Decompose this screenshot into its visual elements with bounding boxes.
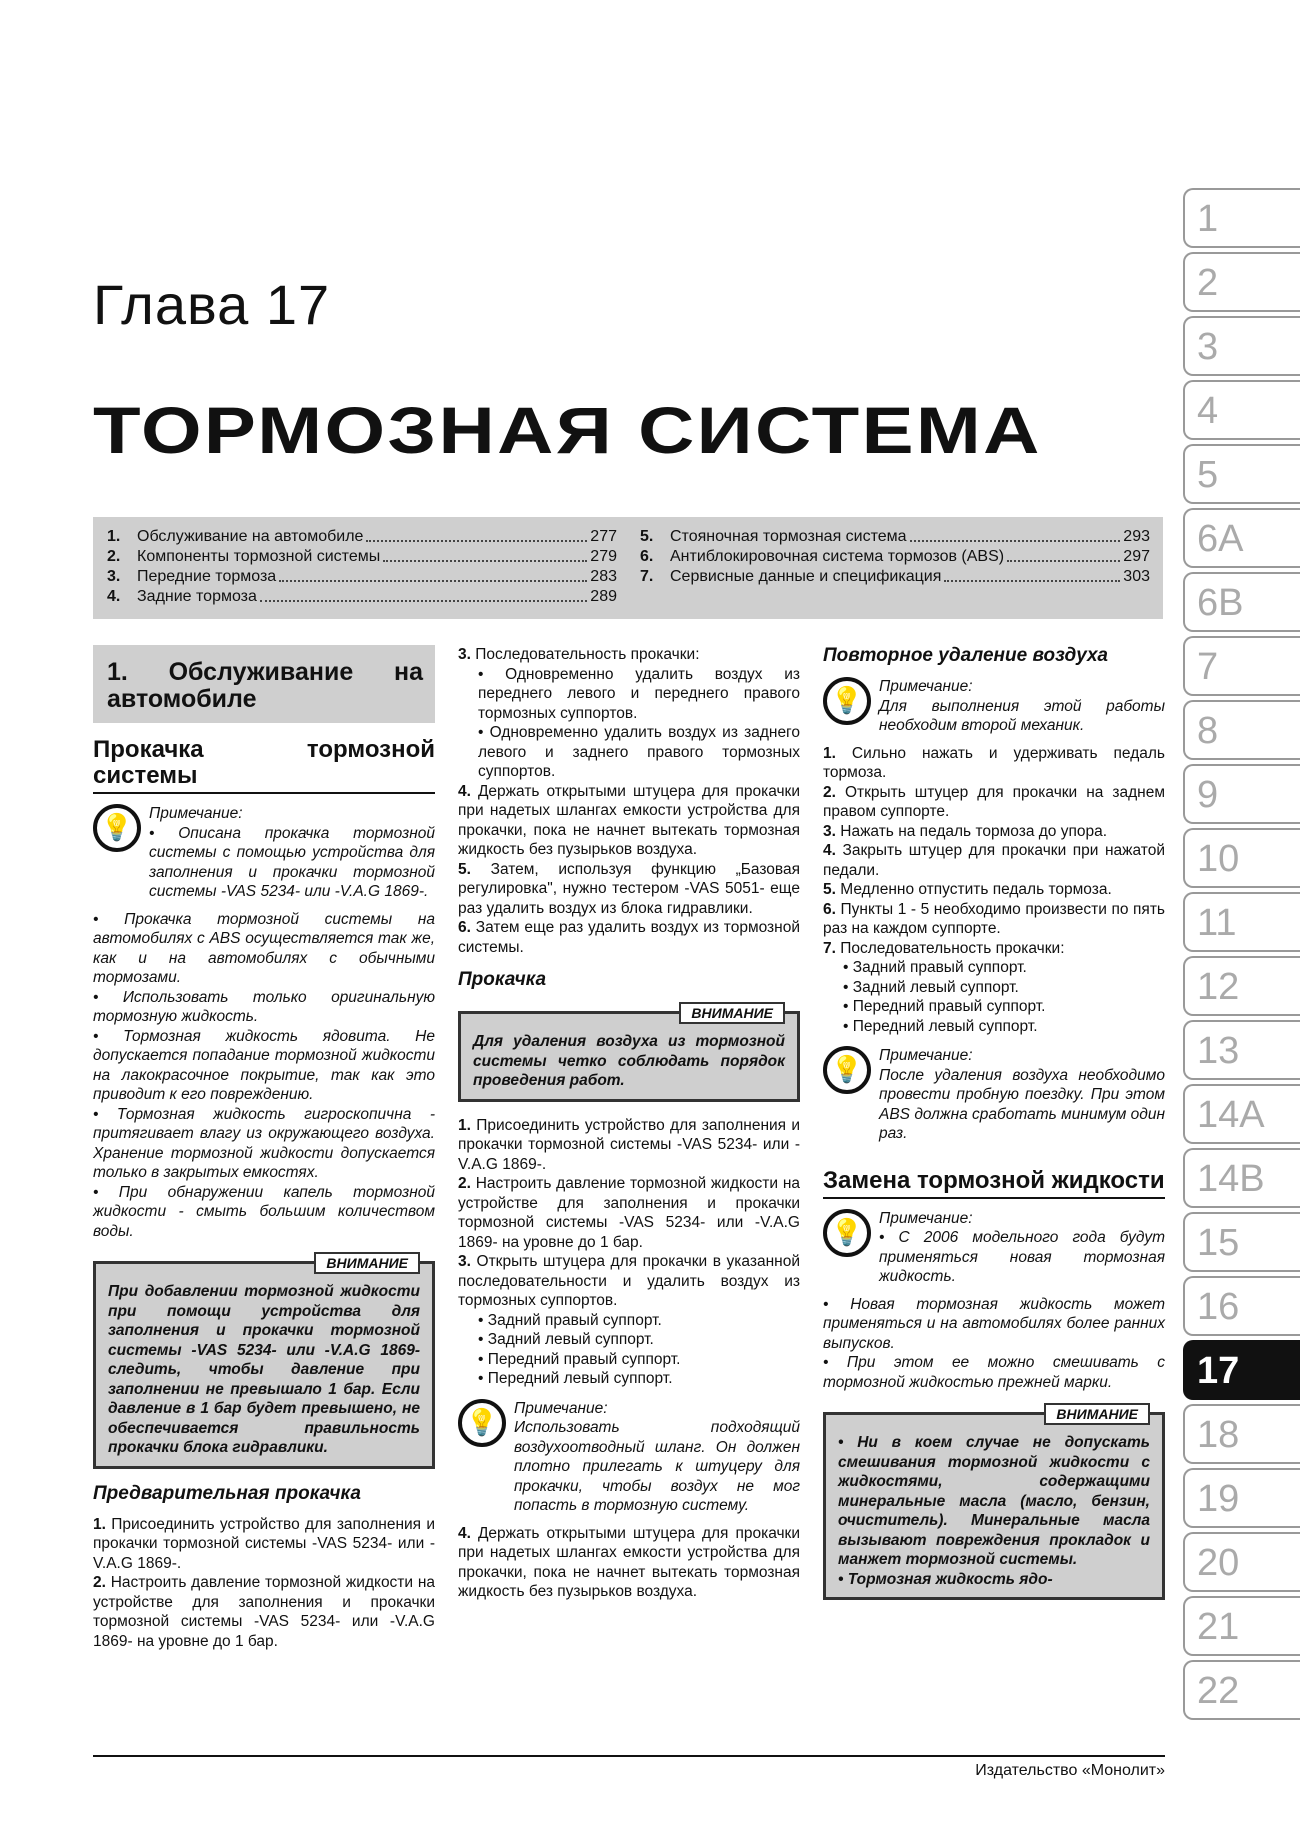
chapter-tab-16[interactable]: 16 bbox=[1183, 1276, 1300, 1336]
step-number: 1. bbox=[823, 744, 836, 762]
step-number: 2. bbox=[93, 1574, 106, 1591]
step-text: Настроить давление тормозной жидкости на устройстве для заполнения и прокачки тормозной системы -VAS 5234- или -V.A.G 1869- на уровне до 1 бар. bbox=[458, 1175, 800, 1251]
chapter-tab-13[interactable]: 13 bbox=[1183, 1020, 1300, 1080]
note-paragraph: • Использовать только оригинальную тормозную жидкость. bbox=[93, 988, 435, 1025]
toc-label: Компоненты тормозной системы bbox=[137, 548, 381, 565]
chapter-tab-21[interactable]: 21 bbox=[1183, 1596, 1300, 1656]
toc-entry[interactable] bbox=[107, 527, 617, 547]
note-text: Использовать подходящий воздухоотводный шланг. Он должен плотно прилегать к штуцеру для прокачки, чтобы воздух не мог попасть в тормозную систему. bbox=[514, 1419, 800, 1514]
step-number: 4. bbox=[458, 782, 471, 800]
toc-entry[interactable] bbox=[640, 527, 1150, 547]
bullet-item: • Одновременно удалить воздух из заднего левого и заднего правого тормозных суппортов. bbox=[478, 724, 800, 780]
column-3 bbox=[823, 645, 1165, 1614]
step-number: 2. bbox=[458, 1175, 471, 1192]
publisher-footer: Издательство «Монолит» bbox=[975, 1762, 1165, 1779]
column-2 bbox=[458, 645, 800, 1602]
toc-number: 7. bbox=[640, 568, 654, 585]
chapter-tab-15[interactable]: 15 bbox=[1183, 1212, 1300, 1272]
column-1 bbox=[93, 645, 435, 1651]
chapter-tab-17[interactable]: 17 bbox=[1183, 1340, 1300, 1400]
chapter-tab-3[interactable]: 3 bbox=[1183, 316, 1300, 376]
toc-entry[interactable] bbox=[107, 567, 617, 587]
note-paragraph: • Новая тормозная жидкость может применяться и на автомобилях более ранних выпусков. bbox=[823, 1295, 1165, 1352]
step-item bbox=[458, 860, 800, 919]
step-number: 6. bbox=[458, 919, 471, 936]
chapter-tab-2[interactable]: 2 bbox=[1183, 252, 1300, 312]
toc-leader bbox=[383, 547, 587, 562]
section-title: 1. Обслуживание на автомобиле bbox=[93, 645, 435, 723]
step-number: 3. bbox=[458, 646, 471, 663]
toc-label: Передние тормоза bbox=[137, 568, 277, 585]
chapter-tab-7[interactable]: 7 bbox=[1183, 636, 1300, 696]
warning-text: Для удаления воздуха из тормозной системы четко соблюдать порядок проведения работ. bbox=[473, 1033, 785, 1089]
note-paragraph: • При обнаружении капель тормозной жидкости - смыть большим количеством воды. bbox=[93, 1183, 435, 1240]
warning-tag: ВНИМАНИЕ bbox=[1044, 1403, 1150, 1425]
chapter-tab-5[interactable]: 5 bbox=[1183, 444, 1300, 504]
step-text: Сильно нажать и удерживать педаль тормоза. bbox=[823, 744, 1165, 781]
heading-bleeding: Прокачка тормозной системы bbox=[93, 737, 435, 794]
step-number: 5. bbox=[458, 860, 471, 878]
note-paragraph: • Тормозная жидкость гигроскопична - притягивает влагу из окружающего воздуха. Хранение тормозной жидкости допускается только в закрытых емкостях. bbox=[93, 1105, 435, 1181]
toc-left bbox=[107, 527, 617, 607]
bullet-item: • Передний левый суппорт. bbox=[478, 1370, 673, 1387]
bullet-item: • Одновременно удалить воздух из переднего левого и переднего правого тормозных суппортов. bbox=[478, 665, 800, 722]
toc-entry[interactable] bbox=[107, 587, 617, 607]
toc-page: 277 bbox=[590, 528, 617, 545]
chapter-tab-6a[interactable]: 6A bbox=[1183, 508, 1300, 568]
note-label: Примечание: bbox=[879, 1209, 973, 1227]
step-number: 2. bbox=[823, 783, 836, 801]
warning-text: При добавлении тормозной жидкости при помощи устройства для заполнения и прокачки тормозной системы -VAS 5234- или -V.A.G 1869- следить, чтобы давление при заполнении не превышало 1 бар. Если давление в 1 бар будет превышено, не обеспечивается правильность прокачки блока гидравлики. bbox=[108, 1283, 420, 1456]
step-text: Пункты 1 - 5 необходимо произвести по пять раз на каждом суппорте. bbox=[823, 900, 1165, 937]
warning-box bbox=[823, 1406, 1165, 1600]
step-text: Последовательность прокачки: bbox=[840, 939, 1065, 957]
chapter-tab-11[interactable]: 11 bbox=[1183, 892, 1300, 952]
chapter-tab-6b[interactable]: 6B bbox=[1183, 572, 1300, 632]
toc-leader bbox=[1007, 547, 1120, 562]
toc-entry[interactable] bbox=[640, 567, 1150, 587]
lightbulb-icon: 💡 bbox=[823, 677, 871, 725]
step-text: Последовательность прокачки: bbox=[475, 646, 700, 663]
step-item bbox=[93, 1515, 435, 1574]
step-item bbox=[823, 939, 1165, 959]
chapter-tab-12[interactable]: 12 bbox=[1183, 956, 1300, 1016]
warning-box bbox=[458, 1005, 800, 1102]
toc-leader bbox=[910, 527, 1121, 542]
step-text: Открыть штуцер для прокачки на заднем правом суппорте. bbox=[823, 783, 1165, 820]
note-text: Для выполнения этой работы необходим второй механик. bbox=[879, 697, 1165, 734]
toc-leader bbox=[366, 527, 587, 542]
bullet-item: • Задний правый суппорт. bbox=[843, 959, 1027, 976]
toc-leader bbox=[260, 587, 587, 602]
lightbulb-icon: 💡 bbox=[93, 804, 141, 852]
chapter-tab-4[interactable]: 4 bbox=[1183, 380, 1300, 440]
warning-tag: ВНИМАНИЕ bbox=[679, 1002, 785, 1024]
bullet-item: • Задний левый суппорт. bbox=[843, 978, 1019, 996]
step-item bbox=[458, 645, 800, 665]
lightbulb-icon: 💡 bbox=[823, 1046, 871, 1094]
note-label: Примечание: bbox=[879, 1047, 973, 1064]
step-text: Нажать на педаль тормоза до упора. bbox=[840, 822, 1108, 840]
chapter-tab-8[interactable]: 8 bbox=[1183, 700, 1300, 760]
step-item bbox=[458, 1116, 800, 1175]
note-block bbox=[823, 1046, 1165, 1144]
toc-page: 283 bbox=[590, 568, 617, 585]
step-item bbox=[823, 744, 1165, 783]
step-text: Присоединить устройство для заполнения и прокачки тормозной системы -VAS 5234- или -V.A.G 1869-. bbox=[458, 1116, 801, 1173]
table-of-contents bbox=[93, 517, 1163, 619]
toc-entry[interactable] bbox=[107, 547, 617, 567]
toc-number: 2. bbox=[107, 548, 121, 565]
step-text: Медленно отпустить педаль тормоза. bbox=[840, 881, 1112, 898]
step-number: 4. bbox=[823, 842, 836, 859]
step-item bbox=[823, 900, 1165, 939]
toc-page: 293 bbox=[1123, 528, 1150, 545]
warning-text: • Тормозная жидкость ядо- bbox=[838, 1570, 1053, 1588]
chapter-tab-1[interactable]: 1 bbox=[1183, 188, 1300, 248]
step-text: Затем, используя функцию „Базовая регулировка", нужно тестером -VAS 5051- еще раз удалить воздух из блока гидравлики. bbox=[458, 860, 800, 917]
chapter-tab-19[interactable]: 19 bbox=[1183, 1468, 1300, 1528]
note-text: • С 2006 модельного года будут применяться новая тормозная жидкость. bbox=[879, 1229, 1165, 1285]
toc-entry[interactable] bbox=[640, 547, 1150, 567]
subheading-pre-bleeding: Предварительная прокачка bbox=[93, 1482, 361, 1504]
step-number: 1. bbox=[458, 1116, 471, 1134]
heading-fluid-replacement: Замена тормозной жидкости bbox=[823, 1168, 1165, 1199]
toc-label: Обслуживание на автомобиле bbox=[137, 528, 364, 545]
toc-number: 1. bbox=[107, 528, 121, 545]
chapter-tab-20[interactable]: 20 bbox=[1183, 1532, 1300, 1592]
step-text: Затем еще раз удалить воздух из тормозной системы. bbox=[458, 919, 800, 956]
chapter-label: Глава 17 bbox=[93, 273, 331, 336]
step-text: Присоединить устройство для заполнения и прокачки тормозной системы -VAS 5234- или -V.A.G 1869-. bbox=[93, 1515, 436, 1572]
lightbulb-icon: 💡 bbox=[823, 1209, 871, 1257]
step-item: 4. Держать открытыми штуцера для прокачки при надетых шлангах емкости устройства для прокачки, пока не начнет вытекать тормозная жидкость без пузырьков воздуха. bbox=[458, 1524, 800, 1600]
toc-number: 4. bbox=[107, 588, 121, 605]
chapter-tab-14a[interactable]: 14A bbox=[1183, 1084, 1300, 1144]
footer-divider bbox=[93, 1755, 1165, 1757]
toc-page: 297 bbox=[1123, 548, 1150, 565]
note-paragraph: • Прокачка тормозной системы на автомобилях с ABS осуществляется так же, как и на автомобилях с обычными тормозами. bbox=[93, 910, 435, 986]
step-number: 5. bbox=[823, 881, 836, 898]
toc-leader bbox=[944, 567, 1120, 582]
toc-page: 289 bbox=[590, 588, 617, 605]
warning-text: • Ни в коем случае не допускать смешивания тормозной жидкости с жидкостями, содержащими минеральные масла (масло, бензин, очиститель). Минеральные масла вызывают повреждения прокладок и манжет тормозной системы. bbox=[838, 1434, 1150, 1568]
toc-number: 6. bbox=[640, 548, 654, 565]
page-title: ТОРМОЗНАЯ СИСТЕМА bbox=[93, 393, 1042, 467]
step-text: Открыть штуцера для прокачки в указанной последовательности и удалить воздух из тормозных суппортов. bbox=[458, 1253, 800, 1309]
toc-label: Антиблокировочная система тормозов (ABS) bbox=[670, 548, 1005, 565]
toc-label: Сервисные данные и спецификация bbox=[670, 568, 942, 585]
step-item bbox=[823, 880, 1165, 900]
note-label: Примечание: bbox=[514, 1399, 608, 1417]
step-item bbox=[458, 1252, 800, 1311]
bullet-item: • Передний правый суппорт. bbox=[478, 1350, 681, 1368]
step-item bbox=[458, 782, 800, 860]
note-block bbox=[93, 804, 435, 902]
note-paragraph: • Тормозная жидкость ядовита. Не допускается попадание тормозной жидкости на лакокрасочное покрытие, так как это приводит к его повреждению. bbox=[93, 1027, 435, 1103]
step-text: Настроить давление тормозной жидкости на устройстве для заполнения и прокачки тормозной системы -VAS 5234- или -V.A.G 1869- на уровне до 1 бар. bbox=[93, 1574, 435, 1650]
step-item bbox=[823, 783, 1165, 822]
step-number: 3. bbox=[823, 822, 836, 840]
chapter-tabs bbox=[1183, 188, 1300, 1724]
toc-label: Стояночная тормозная система bbox=[670, 528, 907, 545]
chapter-tab-14b[interactable]: 14B bbox=[1183, 1148, 1300, 1208]
toc-leader bbox=[279, 567, 587, 582]
bullet-item: • Передний левый суппорт. bbox=[843, 1017, 1038, 1035]
toc-number: 3. bbox=[107, 568, 121, 585]
chapter-tab-18[interactable]: 18 bbox=[1183, 1404, 1300, 1464]
step-number: 6. bbox=[823, 900, 836, 918]
toc-page: 279 bbox=[590, 548, 617, 565]
note-text: После удаления воздуха необходимо провести пробную поездку. При этом ABS должна сработать минимум один раз. bbox=[879, 1066, 1165, 1142]
warning-box bbox=[93, 1255, 435, 1469]
heading-repeat-bleeding: Повторное удаление воздуха bbox=[823, 645, 1108, 666]
note-text: • Описана прокачка тормозной системы с помощью устройства для заполнения и прокачки тормозной системы -VAS 5234- или -V.A.G 1869-. bbox=[149, 824, 435, 900]
toc-number: 5. bbox=[640, 528, 654, 545]
note-label: Примечание: bbox=[149, 805, 243, 822]
step-item bbox=[823, 822, 1165, 842]
toc-label: Задние тормоза bbox=[137, 588, 257, 605]
toc-right bbox=[640, 527, 1150, 587]
step-number: 7. bbox=[823, 939, 836, 957]
note-block bbox=[823, 1209, 1165, 1287]
step-number: 3. bbox=[458, 1253, 471, 1270]
step-item bbox=[458, 918, 800, 957]
warning-tag: ВНИМАНИЕ bbox=[314, 1252, 420, 1274]
note-block bbox=[458, 1399, 800, 1516]
note-block bbox=[823, 677, 1165, 736]
step-text: Держать открытыми штуцера для прокачки при надетых шлангах емкости устройства для прокачки, пока не начнет вытекать тормозная жидкость без пузырьков воздуха. bbox=[458, 782, 800, 858]
toc-page: 303 bbox=[1123, 568, 1150, 585]
bullet-item: • Задний правый суппорт. bbox=[478, 1311, 662, 1329]
heading-bleeding-sub: Прокачка bbox=[458, 969, 547, 990]
step-item bbox=[93, 1573, 435, 1651]
step-item bbox=[823, 841, 1165, 880]
chapter-tab-22[interactable]: 22 bbox=[1183, 1660, 1300, 1720]
bullet-item: • Задний левый суппорт. bbox=[478, 1331, 654, 1348]
step-text: Закрыть штуцер для прокачки при нажатой педали. bbox=[823, 842, 1166, 879]
step-item bbox=[458, 1174, 800, 1252]
lightbulb-icon: 💡 bbox=[458, 1399, 506, 1447]
note-paragraph: • При этом ее можно смешивать с тормозной жидкостью прежней марки. bbox=[823, 1354, 1165, 1391]
chapter-tab-10[interactable]: 10 bbox=[1183, 828, 1300, 888]
step-number: 1. bbox=[93, 1515, 106, 1533]
bullet-item: • Передний правый суппорт. bbox=[843, 998, 1046, 1015]
chapter-tab-9[interactable]: 9 bbox=[1183, 764, 1300, 824]
note-label: Примечание: bbox=[879, 678, 973, 695]
